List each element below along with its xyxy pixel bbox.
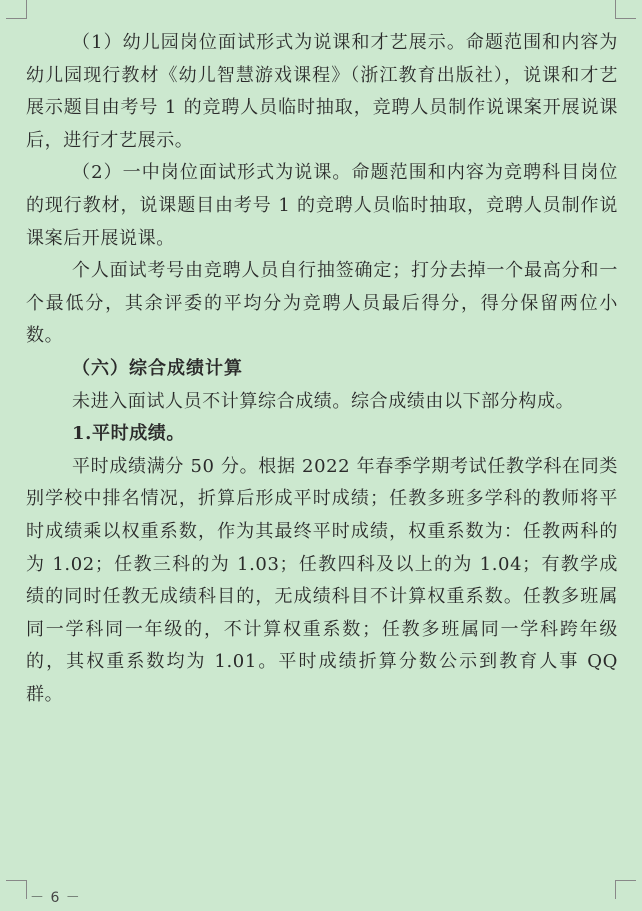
subheading-regular-score: 1.平时成绩。: [72, 423, 185, 445]
crop-mark-bottom-left: [6, 880, 27, 899]
paragraph-regular-score: 平时成绩满分 50 分。根据 2022 年春季学期考试任教学科在同类别学校中排名情况，折算后形成平时成绩；任教多班多学科的教师将平时成绩乘以权重系数，作为其最终平时成绩，权重系数为：任教两科的为 1.02；任教三科的为 1.03；任教四科及以上的为 1.04；有教学成绩的同时任教无成绩科目的，无成绩科目不计算权重系数。任教多班属同一学科同一年级的，不计算权重系数；任教多班属同一学科跨年级的，其权重系数均为 1.01。平时成绩折算分数公示到教育人事 QQ 群。: [26, 455, 618, 705]
crop-mark-bottom-right: [615, 880, 636, 899]
document-body: [26, 27, 618, 711]
section-heading: （六）综合成绩计算: [72, 357, 243, 379]
section-intro: 未进入面试人员不计算综合成绩。综合成绩由以下部分构成。: [72, 390, 575, 412]
paragraph-interview-scoring: 个人面试考号由竞聘人员自行抽签确定；打分去掉一个最高分和一个最低分，其余评委的平均分为竞聘人员最后得分，得分保留两位小数。: [26, 260, 618, 347]
page-number: － 6 －: [30, 890, 81, 906]
paragraph-middle-school-interview: （2）一中岗位面试形式为说课。命题范围和内容为竞聘科目岗位的现行教材，说课题目由考号 1 的竞聘人员临时抽取，竞聘人员制作说课案后开展说课。: [26, 162, 618, 249]
crop-mark-top-right: [615, 0, 636, 19]
paragraph-kindergarten-interview: （1）幼儿园岗位面试形式为说课和才艺展示。命题范围和内容为幼儿园现行教材《幼儿智慧游戏课程》（浙江教育出版社），说课和才艺展示题目由考号 1 的竞聘人员临时抽取，竞聘人员制作说课案开展说课后，进行才艺展示。: [26, 32, 618, 151]
crop-mark-top-left: [6, 0, 27, 19]
